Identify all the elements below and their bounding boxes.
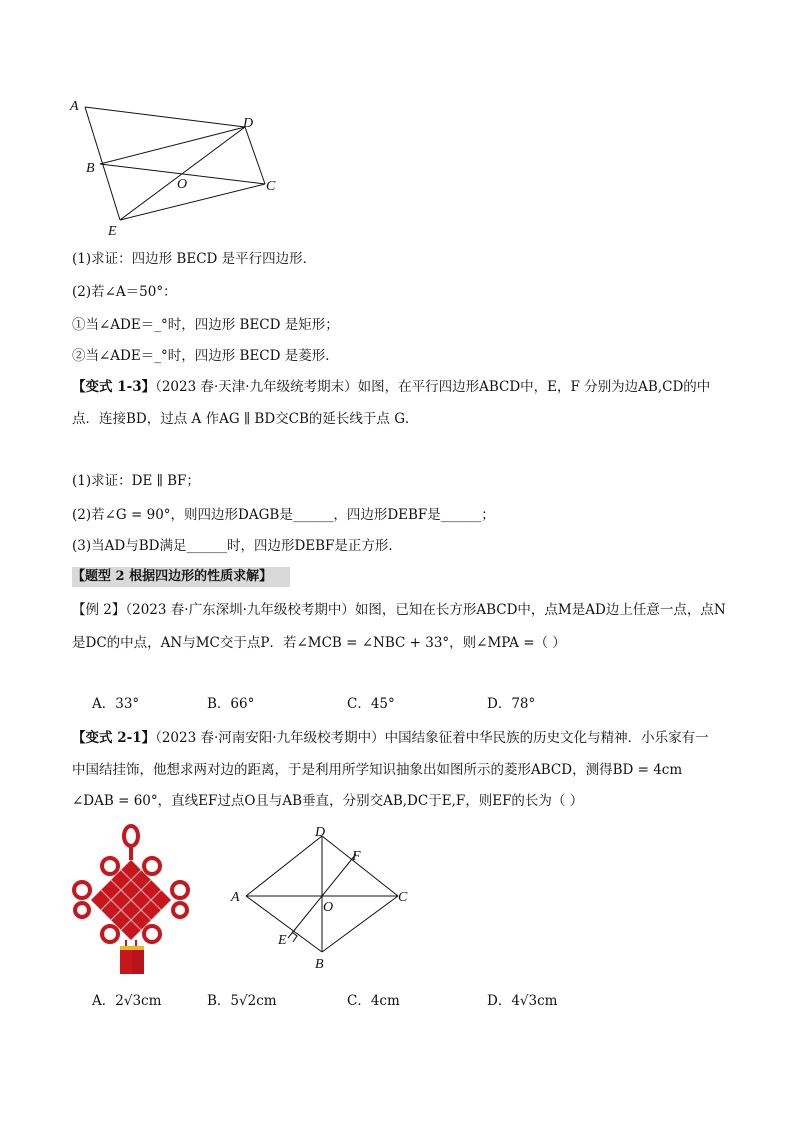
example2-option-a: A．33° [92,696,140,712]
segment-BD [100,127,245,164]
side-AD [246,836,322,896]
q13-sub1: ①当∠ADE＝_°时，四边形 BECD 是矩形； [72,317,339,333]
segment-DC [245,127,265,184]
label-C2: C [398,890,408,905]
label-B2: B [315,957,324,970]
variant13-q2: (2)若∠G = 90°，则四边形DAGB是______，四边形DEBF是______； [72,507,495,523]
segment-EC [120,184,265,220]
example2-option-c: C．45° [347,696,395,712]
segment-ED [120,127,245,220]
variant21-tag: 【变式 2-1】 [72,730,156,746]
example2-line1: 【例 2】（2023 春·广东深圳·九年级校考期中）如图，已知在长方形ABCD中，点M是AD边上任意一点，点N [72,602,726,618]
variant21-option-b: B．5√2cm [207,993,277,1009]
label-D2: D [315,825,326,840]
variant21-line1 [72,729,709,747]
label-O2: O [323,900,334,915]
label-E: E [108,224,117,239]
tassel-left [120,946,132,974]
label-C: C [266,179,276,194]
variant13-q1: (1)求证：DE ∥ BF； [72,473,200,489]
variant13-line2: 点．连接BD，过点 A 作AG ∥ BD交CB的延长线于点 G． [72,411,419,427]
example2-option-d: D．78° [487,696,536,712]
label-F2: F [352,849,361,864]
variant21-option-d: D．4√3cm [487,993,558,1009]
q13-part2: (2)若∠A＝50°： [72,284,177,300]
q13-sub2: ②当∠ADE＝_°时，四边形 BECD 是菱形． [72,348,339,364]
variant13-line1 [72,378,710,396]
label-D: D [243,116,254,131]
section-banner: 【题型 2 根据四边形的性质求解】 [72,567,290,587]
tassel-right [132,946,144,974]
example2-line2: 是DC的中点，AN与MC交于点P．若∠MCB = ∠NBC + 33°，则∠MPA =（ ） [72,635,566,651]
variant21-line3: ∠DAB = 60°，直线EF过点O且与AB垂直，分别交AB,DC于E,F，则EF的长为（ ） [72,793,584,809]
label-B: B [86,161,95,176]
example2-option-b: B．66° [207,696,255,712]
variant13-tag: 【变式 1-3】 [72,379,156,395]
label-A2: A [231,890,240,905]
label-A: A [70,99,79,114]
segment-AD [85,107,245,127]
label-O: O [177,177,188,192]
variant21-line2: 中国结挂饰，他想求两对边的距离，于是利用所学知识抽象出如图所示的菱形ABCD，测得BD = 4cm [72,762,683,778]
variant13-text1: （2023 春·天津·九年级统考期末）如图，在平行四边形ABCD中，E，F 分别为边AB,CD的中 [155,379,711,395]
figure-parallelogram [60,92,290,240]
variant21-option-c: C．4cm [347,993,400,1009]
variant21-option-a: A．2√3cm [92,993,162,1009]
label-E2: E [278,933,287,948]
q13-part1: (1)求证：四边形 BECD 是平行四边形． [72,251,317,267]
variant21-text1: （2023 春·河南安阳·九年级校考期中）中国结象征着中华民族的历史文化与精神．小乐家有一 [155,730,709,746]
side-CB [322,896,398,952]
side-DC [322,836,398,896]
chinese-knot-image [68,822,198,977]
figure-rhombus [226,822,426,970]
variant13-q3: (3)当AD与BD满足______时，四边形DEBF是正方形． [72,538,402,554]
